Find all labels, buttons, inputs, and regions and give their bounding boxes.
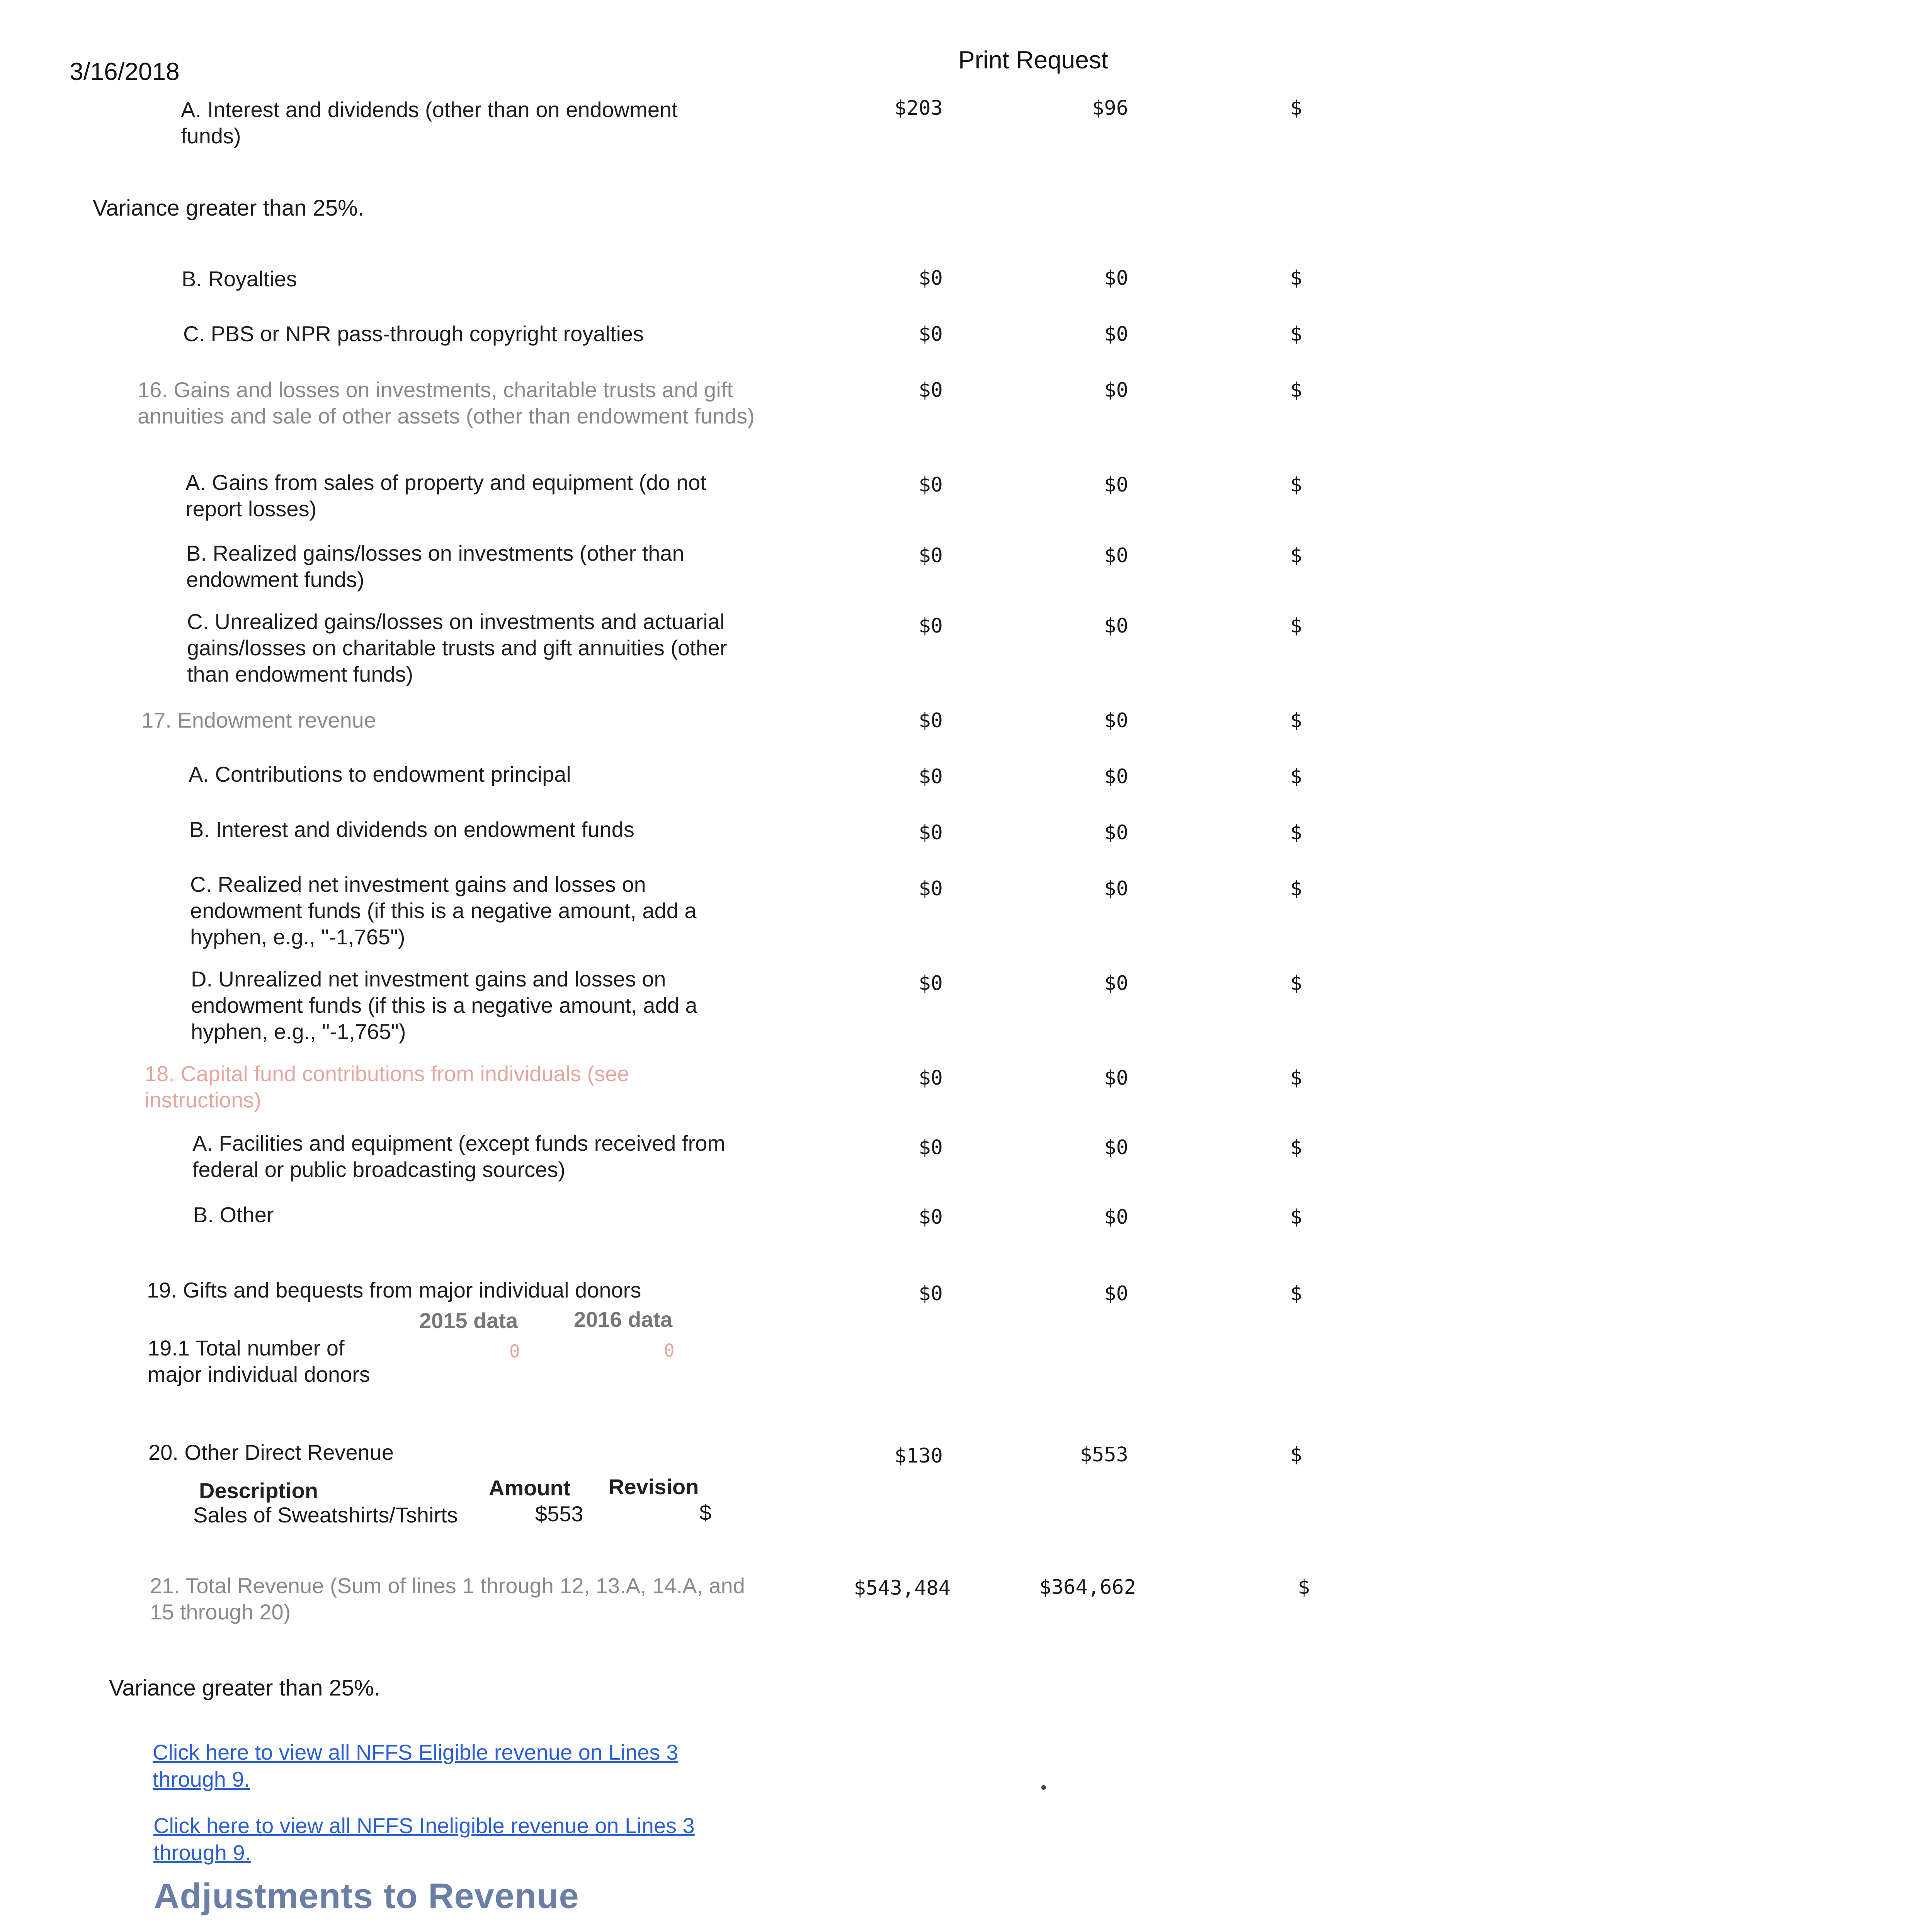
page-title: Print Request — [958, 46, 1108, 74]
value-2015: $0 — [918, 614, 943, 638]
value-2015: $203 — [894, 97, 943, 120]
row-label: B. Realized gains/losses on investments (other than endowment funds) — [186, 541, 684, 592]
value-2015: $0 — [918, 821, 943, 844]
row-label: 21. Total Revenue (Sum of lines 1 through 12, 13.A, 14.A, and 15 through 20) — [150, 1573, 745, 1624]
value-revision: $ — [1290, 544, 1302, 567]
value-2015: $0 — [918, 709, 943, 732]
donors-2015-value: 0 — [509, 1341, 520, 1362]
value-2016: $0 — [1104, 877, 1128, 900]
value-2016: $364,662 — [1039, 1576, 1136, 1599]
revision-header: Revision — [609, 1475, 699, 1499]
value-2016: $96 — [1092, 97, 1128, 120]
value-revision: $ — [1290, 97, 1302, 120]
value-revision: $ — [1290, 1206, 1302, 1229]
value-2016: $0 — [1104, 765, 1128, 788]
value-2016: $0 — [1104, 1066, 1128, 1090]
value-2016: $0 — [1104, 709, 1128, 732]
donors-col-2016: 2016 data — [574, 1307, 673, 1332]
stray-mark — [1041, 1785, 1046, 1790]
value-2016: $0 — [1104, 473, 1128, 497]
value-revision: $ — [1290, 1066, 1302, 1090]
value-2016: $0 — [1104, 1206, 1128, 1229]
other-revenue-amount: $553 — [535, 1502, 583, 1526]
value-revision: $ — [1290, 473, 1302, 497]
value-2015: $0 — [918, 877, 943, 900]
value-revision: $ — [1290, 1136, 1302, 1159]
row-label: 20. Other Direct Revenue — [148, 1440, 394, 1464]
value-2015: $0 — [918, 1136, 943, 1159]
other-revenue-revision: $ — [699, 1500, 712, 1525]
value-2016: $0 — [1104, 544, 1128, 567]
value-revision: $ — [1290, 877, 1302, 900]
row-label: C. PBS or NPR pass-through copyright royalties — [183, 321, 644, 346]
row-label: A. Contributions to endowment principal — [189, 762, 571, 786]
value-revision: $ — [1298, 1576, 1310, 1599]
value-2016: $0 — [1104, 323, 1128, 346]
row-label: B. Royalties — [182, 267, 297, 291]
row-label: 19. Gifts and bequests from major individual donors — [147, 1278, 641, 1302]
value-2016: $0 — [1104, 614, 1128, 638]
value-2015: $0 — [918, 1206, 943, 1229]
value-revision: $ — [1290, 379, 1302, 402]
row-label: B. Other — [193, 1202, 274, 1227]
row-label: B. Interest and dividends on endowment funds — [189, 817, 634, 842]
value-2015: $130 — [894, 1444, 943, 1468]
value-revision: $ — [1290, 1443, 1302, 1466]
value-2016: $0 — [1104, 379, 1128, 402]
row-label: A. Facilities and equipment (except funds received from federal or public broadcasting sources) — [192, 1131, 725, 1182]
value-2016: $0 — [1104, 821, 1128, 844]
value-revision: $ — [1290, 323, 1302, 346]
donors-2016-value: 0 — [664, 1340, 675, 1361]
value-2015: $543,484 — [854, 1577, 951, 1600]
value-2015: $0 — [918, 379, 943, 402]
value-revision: $ — [1290, 821, 1302, 844]
value-revision: $ — [1290, 267, 1302, 290]
variance-note: Variance greater than 25%. — [93, 196, 364, 221]
value-2015: $0 — [918, 972, 943, 995]
value-revision: $ — [1290, 709, 1302, 732]
variance-note: Variance greater than 25%. — [109, 1675, 380, 1701]
row-label: C. Unrealized gains/losses on investments and actuarial gains/losses on charitable trusts and gift annuities (other than endowment funds) — [187, 609, 727, 686]
amount-header: Amount — [489, 1476, 571, 1500]
print-date: 3/16/2018 — [70, 58, 180, 85]
value-2015: $0 — [918, 544, 943, 567]
row-label: D. Unrealized net investment gains and losses on endowment funds (if this is a negative amount, add a hyphen, e.g., "-1,765") — [191, 967, 697, 1044]
other-revenue-description: Sales of Sweatshirts/Tshirts — [193, 1503, 458, 1527]
value-2015: $0 — [918, 765, 943, 788]
value-2016: $0 — [1104, 1282, 1128, 1305]
value-2016: $553 — [1080, 1443, 1128, 1466]
value-2015: $0 — [918, 267, 943, 290]
desc-header: Description — [199, 1478, 318, 1503]
nffs-eligible-link[interactable]: Click here to view all NFFS Eligible revenue on Lines 3 through 9. — [153, 1740, 679, 1791]
value-2016: $0 — [1104, 267, 1128, 290]
row-label: C. Realized net investment gains and losses on endowment funds (if this is a negative amount, add a hyphen, e.g., "-1,765") — [190, 872, 697, 949]
donors-label: 19.1 Total number of major individual donors — [148, 1336, 370, 1386]
value-revision: $ — [1290, 765, 1302, 788]
value-2015: $0 — [918, 473, 943, 497]
row-label: 18. Capital fund contributions from individuals (see instructions) — [145, 1061, 629, 1112]
value-revision: $ — [1290, 1282, 1302, 1305]
row-label: 16. Gains and losses on investments, charitable trusts and gift annuities and sale of other assets (other than endowment funds) — [138, 378, 755, 428]
value-2016: $0 — [1104, 1136, 1128, 1159]
row-label: A. Gains from sales of property and equipment (do not report losses) — [185, 470, 706, 521]
value-revision: $ — [1290, 614, 1302, 638]
value-2016: $0 — [1104, 972, 1128, 995]
nffs-ineligible-link[interactable]: Click here to view all NFFS Ineligible revenue on Lines 3 through 9. — [153, 1813, 695, 1865]
donors-col-2015: 2015 data — [419, 1308, 518, 1333]
adjustments-title: Adjustments to Revenue — [154, 1876, 579, 1916]
value-2015: $0 — [918, 1066, 943, 1090]
value-revision: $ — [1290, 972, 1302, 995]
row-label: A. Interest and dividends (other than on endowment funds) — [181, 97, 678, 148]
value-2015: $0 — [918, 1282, 943, 1305]
value-2015: $0 — [918, 323, 943, 346]
row-label: 17. Endowment revenue — [141, 708, 376, 732]
